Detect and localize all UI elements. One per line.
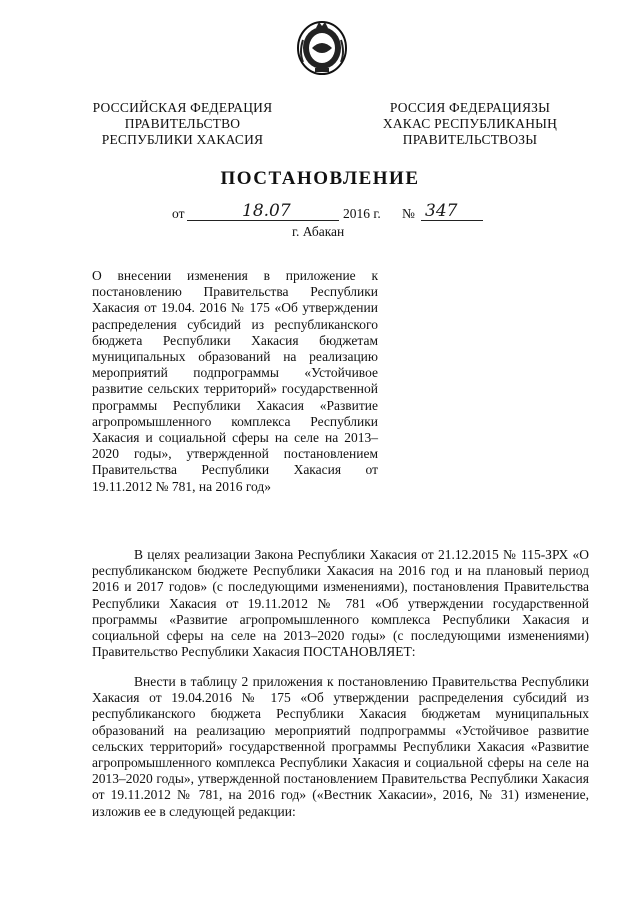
date-prefix: от	[172, 206, 185, 221]
date-underline	[187, 201, 339, 221]
header-right-line: РОССИЯ ФЕДЕРАЦИЯЗЫ	[389, 100, 551, 115]
city-label: г. Абакан	[292, 224, 345, 239]
coat-of-arms-emblem	[295, 18, 349, 76]
paragraph-text: В целях реализации Закона Республики Хакасия от 21.12.2015 № 115-ЗРХ «О республиканском бюджете Республики Хакасия на 2016 год и на плановый период 2016 и 2017 годов» (с последующими изменениями), постановления Правительства Республики Хакасия от 19.11.2012 № 781 «Об утверждении государственной программы «Развитие агропромышленного комплекса Республики Хакасия и социальной сферы на селе на 2013–2020 годы» (с последующими изменениями) Правительство Республики Хакасия ПОСТАНОВЛЯЕТ:	[92, 547, 589, 660]
header-left-line: РОССИЙСКАЯ ФЕДЕРАЦИЯ	[92, 100, 273, 115]
document-title: ПОСТАНОВЛЕНИЕ	[220, 168, 420, 189]
header-left-line: РЕСПУБЛИКИ ХАКАСИЯ	[101, 132, 264, 147]
header-right-line: ПРАВИТЕЛЬСТВОЗЫ	[402, 132, 538, 147]
subject-text: О внесении изменения в приложение к постановлению Правительства Республики Хакасия от 19.04. 2016 № 175 «Об утверждении распределения субсидий из республиканского бюджета Республики Хакасия бюджетам муниципальных образований на реализацию мероприятий подпрограммы «Устойчивое развитие сельских территорий» государственной программы Республики Хакасия «Развитие агропромышленного комплекса Республики Хакасия и социальной сферы на селе на 2013–2020 годы», утвержденной постановлением Правительства Республики Хакасия от 19.11.2012 № 781, на 2016 год»	[92, 268, 378, 494]
header-left-block	[80, 100, 285, 148]
header-left-line: ПРАВИТЕЛЬСТВО	[124, 116, 241, 131]
number-underline	[421, 201, 483, 221]
paragraph-decision	[92, 674, 589, 820]
header-right-block	[370, 100, 570, 148]
paragraph-text: Внести в таблицу 2 приложения к постановлению Правительства Республики Хакасия от 19.04.2016 № 175 «Об утверждении распределения субсидий из республиканского бюджета Республики Хакасия бюджетам муниципальных образований на реализацию мероприятий подпрограммы «Устойчивое развитие сельских территорий» государственной программы Республики Хакасия «Развитие агропромышленного комплекса Республики Хакасия и социальной сферы на селе на 2013–2020 годы», утвержденной постановлением Правительства Республики Хакасия от 19.11.2012 № 781, на 2016 год» («Вестник Хакасии», 2016, № 31) изменение, изложив ее в следующей редакции:	[92, 674, 589, 819]
number-label: №	[402, 206, 415, 221]
date-number-line	[0, 201, 640, 224]
paragraph-preamble	[92, 547, 589, 660]
date-handwritten: 18.07	[242, 201, 291, 221]
header-right-line: ХАКАС РЕСПУБЛИКАНЫҢ	[382, 116, 558, 131]
document-subject	[92, 268, 378, 495]
number-handwritten: 347	[425, 201, 458, 221]
year-label: 2016 г.	[343, 206, 381, 221]
